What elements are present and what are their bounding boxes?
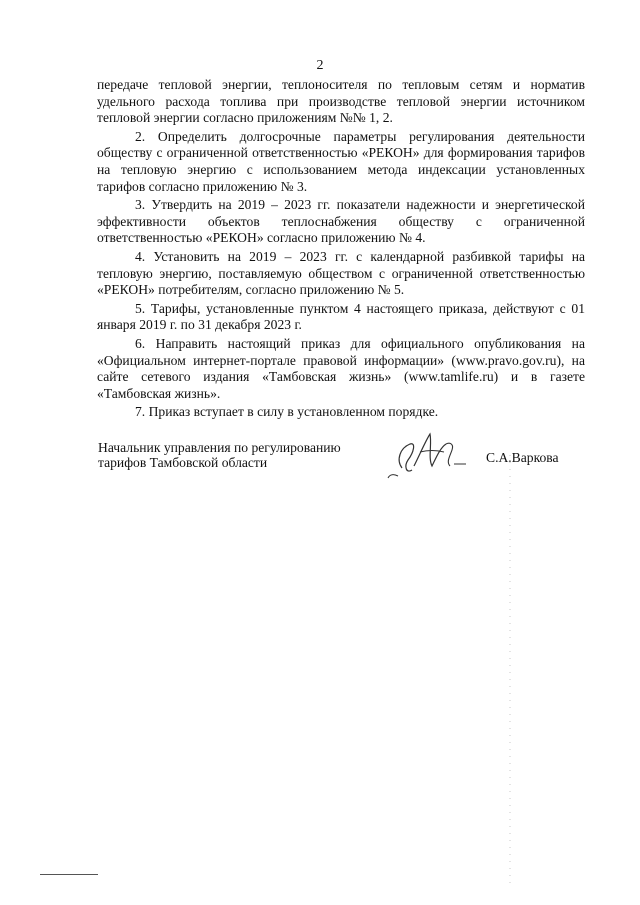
footer-divider — [40, 874, 98, 875]
document-body — [97, 77, 585, 423]
paragraph-item-7: 7. Приказ вступает в силу в установленном порядке. — [135, 404, 439, 420]
page-number: 2 — [316, 58, 324, 73]
paragraph-continuation: передаче тепловой энергии, теплоносителя по тепловым сетям и норматив удельного расхода топлива при производстве тепловой энергии источником тепловой энергии согласно приложениям №№ 1, 2. — [97, 77, 585, 126]
signer-title-line-1: Начальник управления по регулированию — [98, 440, 341, 455]
signer-title — [98, 440, 388, 470]
paragraph-item-5: 5. Тарифы, установленные пунктом 4 настоящего приказа, действуют с 01 января 2019 г. по 31 декабря 2023 г. — [97, 300, 585, 333]
signer-name: С.А.Варкова — [486, 450, 559, 465]
scan-margin-dots — [509, 455, 511, 885]
paragraph-item-3: 3. Утвердить на 2019 – 2023 гг. показатели надежности и энергетической эффективности объектов теплоснабжения обществу с ограниченной ответственностью «РЕКОН» согласно приложению № 4. — [97, 197, 585, 246]
signature-block — [98, 440, 588, 490]
paragraph-item-6: 6. Направить настоящий приказ для официального опубликования на «Официальном интернет-портале правовой информации» (www.pravo.gov.ru), на сайте сетевого издания «Тамбовская жизнь» (www.tamlife.ru) и в газете «Тамбовская жизнь». — [97, 335, 585, 401]
paragraph-item-2: 2. Определить долгосрочные параметры регулирования деятельности обществу с ограниченной ответственностью «РЕКОН» для формирования тарифов на тепловую энергию с использованием метода индексации установленных тарифов согласно приложению № 3. — [97, 128, 585, 194]
paragraph-item-4: 4. Установить на 2019 – 2023 гг. с календарной разбивкой тарифы на тепловую энергию, поставляемую обществом с ограниченной ответственностью «РЕКОН» потребителям, согласно приложению № 5. — [97, 248, 585, 298]
signer-title-line-2: тарифов Тамбовской области — [98, 455, 268, 470]
handwritten-signature — [380, 430, 470, 482]
